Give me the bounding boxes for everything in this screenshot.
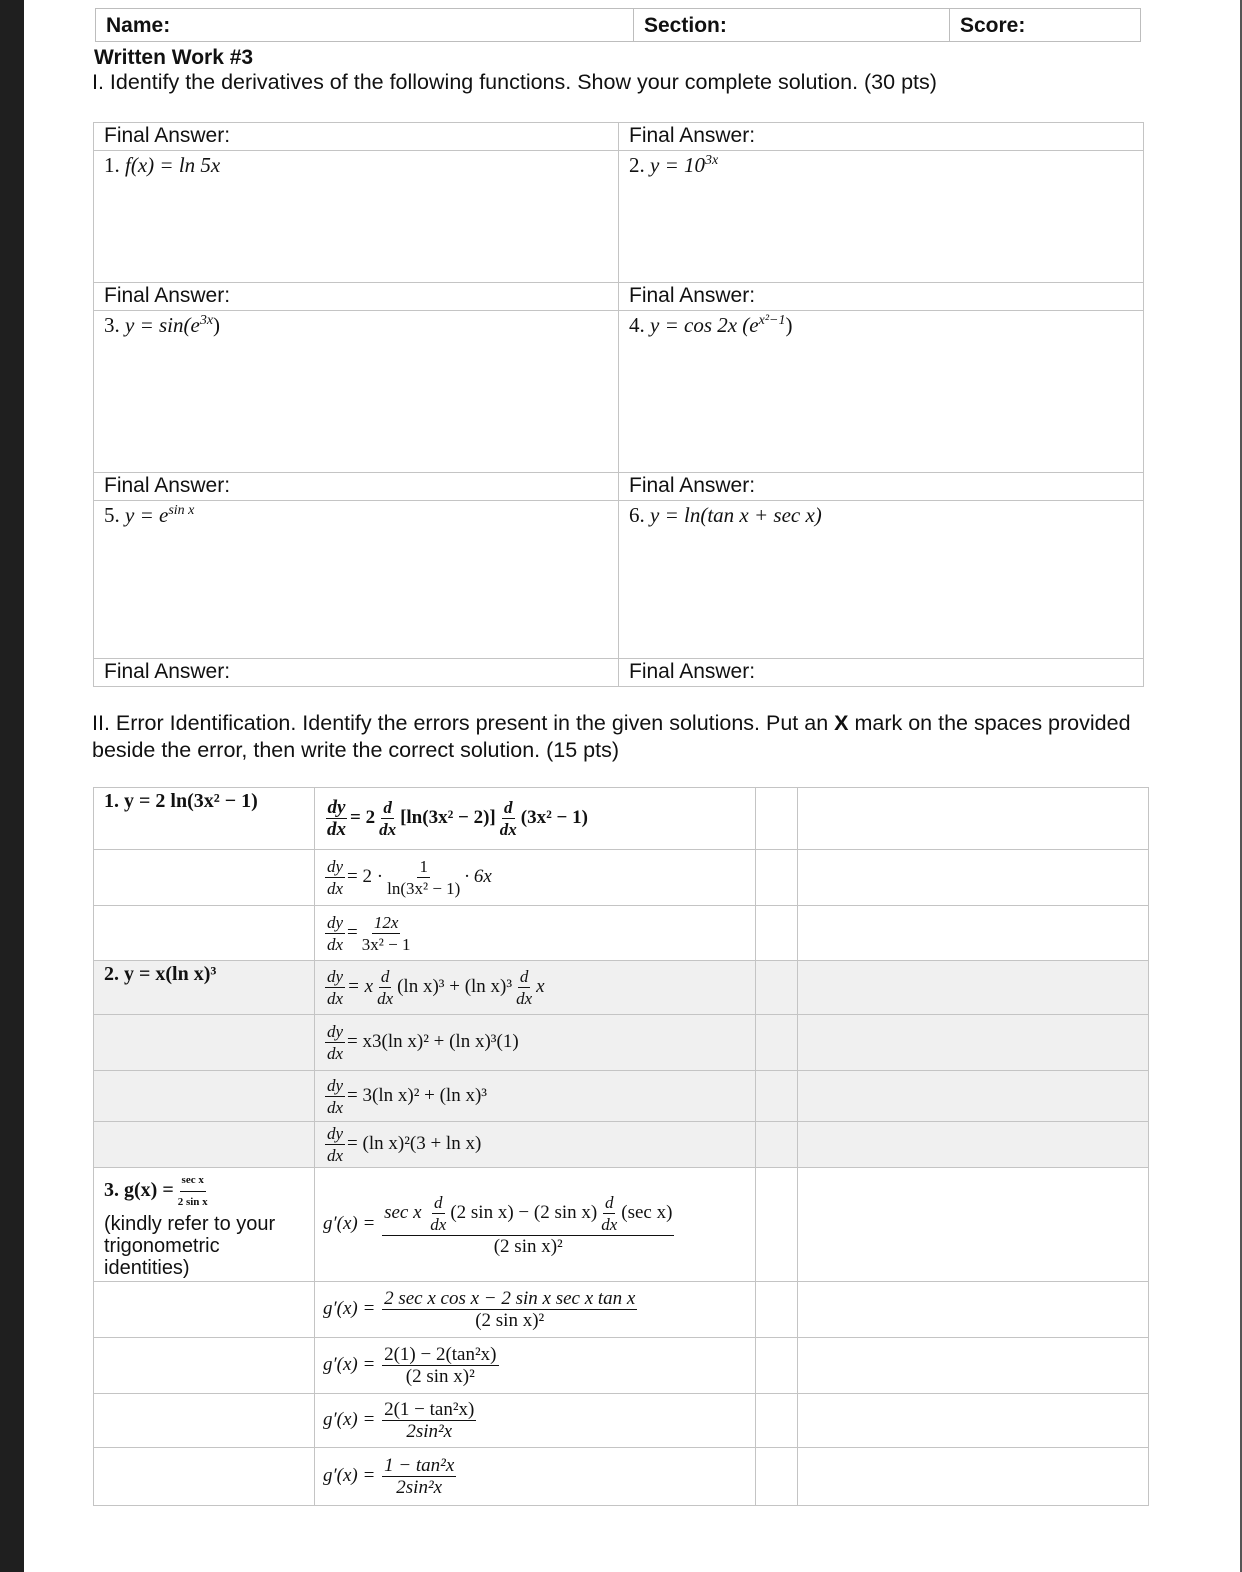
den: 2sin²x [406, 1421, 453, 1442]
problem-number: 5. [104, 503, 125, 527]
problem-number: 3. [104, 313, 125, 337]
correction-space[interactable] [798, 850, 1149, 906]
eq: = 2 [350, 806, 376, 828]
final-answer-label: Final Answer: [94, 473, 619, 501]
error-mark-space[interactable] [756, 1071, 798, 1122]
correction-space[interactable] [798, 1015, 1149, 1071]
p1-label: 1. y = 2 ln(3x² − 1) [94, 788, 315, 850]
dx: dx [327, 989, 344, 1008]
num: 2(1) − 2(tan²x) [384, 1344, 497, 1365]
eq: = [347, 921, 358, 943]
dy: dy [327, 1124, 344, 1143]
part2-instructions-post: mark on the spaces provided beside the error, then write the correct solution. (15 pts) [92, 711, 1131, 762]
den: 3x² − 1 [361, 934, 411, 954]
error-mark-space[interactable] [756, 1394, 798, 1448]
final-answer-label: Final Answer: [619, 283, 1144, 311]
final-answer-label: Final Answer: [94, 659, 619, 687]
eq: = 2 · [347, 865, 384, 887]
dx: dx [327, 1044, 344, 1063]
problem-5-exponent: sin x [168, 503, 195, 518]
empty-cell [94, 1448, 315, 1506]
rest: = 3(ln x)² + (ln x)³ [347, 1084, 487, 1106]
empty-cell [94, 1282, 315, 1338]
rest: = x3(ln x)² + (ln x)³(1) [347, 1030, 519, 1052]
part2-instructions-pre: II. Error Identification. Identify the errors present in the given solutions. Put an [92, 711, 835, 735]
final-answer-label: Final Answer: [619, 123, 1144, 151]
dx: dx [327, 1097, 344, 1117]
error-mark-space[interactable] [756, 906, 798, 961]
lhs: g′(x) = [323, 1464, 376, 1486]
problem-5-expr: y = e [125, 503, 169, 527]
dx: dx [327, 879, 344, 898]
problem-5-cell[interactable] [94, 501, 619, 659]
p3-step-2 [315, 1282, 756, 1338]
dy: dy [327, 797, 346, 818]
den: 2sin²x [396, 1477, 443, 1498]
empty-cell [94, 1015, 315, 1071]
problem-1-expr: f(x) = ln 5x [125, 153, 221, 177]
dy: dy [327, 857, 344, 876]
correction-space[interactable] [798, 1448, 1149, 1506]
eq: = x [347, 975, 374, 997]
den: (2 sin x)² [493, 1236, 563, 1257]
page-title: Written Work #3 [94, 46, 254, 69]
empty-cell [94, 1394, 315, 1448]
label-pre: 3. g(x) = [104, 1179, 174, 1202]
problem-4-cell[interactable] [619, 311, 1144, 473]
error-mark-space[interactable] [756, 1338, 798, 1394]
correction-space[interactable] [798, 1282, 1149, 1338]
problem-3-close: ) [213, 313, 221, 337]
correction-space[interactable] [798, 1338, 1149, 1394]
lhs: g′(x) = [323, 1297, 376, 1319]
den: ln(3x² − 1) [387, 879, 461, 898]
problem-6-cell[interactable] [619, 501, 1144, 659]
dy: dy [327, 1022, 344, 1041]
problem-2-expr: y = 10 [650, 153, 705, 177]
part1-table [93, 122, 1144, 687]
error-mark-space[interactable] [756, 961, 798, 1015]
name-label: Name: [106, 14, 171, 37]
problem-number: 6. [629, 503, 650, 527]
part1-instructions: I. Identify the derivatives of the following functions. Show your complete solution. (30 pts) [92, 70, 937, 94]
dx: dx [327, 1146, 344, 1165]
score-field[interactable] [950, 9, 1140, 41]
error-mark-space[interactable] [756, 1168, 798, 1282]
dx: dx [430, 1215, 447, 1234]
name-field[interactable] [96, 9, 634, 41]
dx: dx [379, 820, 397, 839]
problem-3-expr: y = sin(e [125, 313, 200, 337]
error-mark-space[interactable] [756, 850, 798, 906]
d: d [380, 967, 390, 986]
empty-cell [94, 1122, 315, 1168]
problem-number: 4. [629, 313, 650, 337]
d: d [504, 798, 513, 817]
n3: (sec x) [621, 1201, 673, 1223]
mid: (ln x)³ + (ln x)³ [397, 975, 513, 997]
lhs: g′(x) = [323, 1353, 376, 1375]
correction-space[interactable] [798, 1071, 1149, 1122]
dx: dx [377, 989, 394, 1008]
p1-step-3 [315, 906, 756, 961]
problem-3-cell[interactable] [94, 311, 619, 473]
error-mark-space[interactable] [756, 1282, 798, 1338]
dx: dx [516, 989, 533, 1008]
num: 1 [419, 857, 428, 876]
problem-4-expr: y = cos 2x (e [650, 313, 759, 337]
error-mark-space[interactable] [756, 1448, 798, 1506]
problem-6-expr: y = ln(tan x + sec x) [650, 503, 822, 527]
part2-table [93, 787, 1149, 1506]
problem-2-exponent: 3x [705, 153, 719, 168]
final-answer-label: Final Answer: [94, 283, 619, 311]
num: 2(1 − tan²x) [384, 1399, 475, 1420]
final-answer-label: Final Answer: [619, 473, 1144, 501]
section-field[interactable] [634, 9, 950, 41]
score-label: Score: [960, 14, 1026, 37]
error-mark-space[interactable] [756, 788, 798, 850]
p1-step-1 [315, 788, 756, 850]
empty-cell [94, 1338, 315, 1394]
p2-label: 2. y = x(ln x)³ [94, 961, 315, 1015]
p3-step-4 [315, 1394, 756, 1448]
p2-step-2 [315, 1015, 756, 1071]
error-mark-space[interactable] [756, 1015, 798, 1071]
d: d [383, 798, 392, 817]
n2: (2 sin x) − (2 sin x) [450, 1201, 598, 1223]
d: d [604, 1193, 614, 1212]
problem-number: 2. [629, 153, 650, 177]
part2-instructions [92, 710, 1152, 764]
dy: dy [327, 967, 344, 986]
p3-label [104, 1174, 212, 1208]
dy: dy [327, 1075, 344, 1095]
problem-number: 1. [104, 153, 125, 177]
d: d [519, 967, 529, 986]
problem-3-exponent: 3x [199, 313, 214, 328]
num: 1 − tan²x [384, 1455, 455, 1476]
p3-step-5 [315, 1448, 756, 1506]
correction-space[interactable] [798, 1394, 1149, 1448]
lhs: g′(x) = [323, 1408, 376, 1430]
correction-space[interactable] [798, 906, 1149, 961]
problem-2-cell[interactable] [619, 151, 1144, 283]
den: (2 sin x)² [405, 1366, 475, 1387]
final-answer-label: Final Answer: [619, 659, 1144, 687]
page-left-edge [0, 0, 24, 1572]
p3-label-cell [94, 1168, 315, 1282]
end: · 6x [464, 865, 492, 887]
den: (2 sin x)² [475, 1310, 545, 1331]
num: 2 sec x cos x − 2 sin x sec x tan x [384, 1288, 636, 1309]
lhs: g′(x) = [323, 1212, 376, 1234]
label-den: 2 sin x [177, 1196, 208, 1208]
dx: dx [327, 819, 346, 840]
error-mark-space[interactable] [756, 1122, 798, 1168]
empty-cell [94, 850, 315, 906]
p3-step-1 [315, 1168, 756, 1282]
d: d [434, 1193, 443, 1212]
dx: dx [499, 820, 517, 839]
n1: sec x [384, 1201, 422, 1223]
correction-space[interactable] [798, 1168, 1149, 1282]
dx: dx [327, 934, 344, 954]
p2-step-4 [315, 1122, 756, 1168]
p2-step-3 [315, 1071, 756, 1122]
final-answer-label: Final Answer: [94, 123, 619, 151]
part2-x-mark: X [834, 711, 849, 735]
rest: = (ln x)²(3 + ln x) [347, 1132, 482, 1154]
dy: dy [327, 912, 344, 932]
correction-space[interactable] [798, 788, 1149, 850]
p3-step-3 [315, 1338, 756, 1394]
dx: dx [601, 1215, 618, 1234]
empty-cell [94, 1071, 315, 1122]
problem-4-exponent: x²−1 [758, 313, 786, 328]
end: (3x² − 1) [520, 806, 588, 828]
label-num: sec x [180, 1170, 206, 1192]
problem-4-close: ) [785, 313, 793, 337]
section-label: Section: [644, 14, 727, 37]
end: x [536, 975, 545, 997]
correction-space[interactable] [798, 961, 1149, 1015]
num: 12x [373, 912, 399, 932]
problem-1-cell[interactable] [94, 151, 619, 283]
p3-hint: (kindly refer to your trigonometric identities) [104, 1213, 276, 1279]
empty-cell [94, 906, 315, 961]
p1-step-2 [315, 850, 756, 906]
header-row [95, 8, 1141, 42]
mid: [ln(3x² − 2)] [400, 806, 496, 828]
correction-space[interactable] [798, 1122, 1149, 1168]
p2-step-1 [315, 961, 756, 1015]
